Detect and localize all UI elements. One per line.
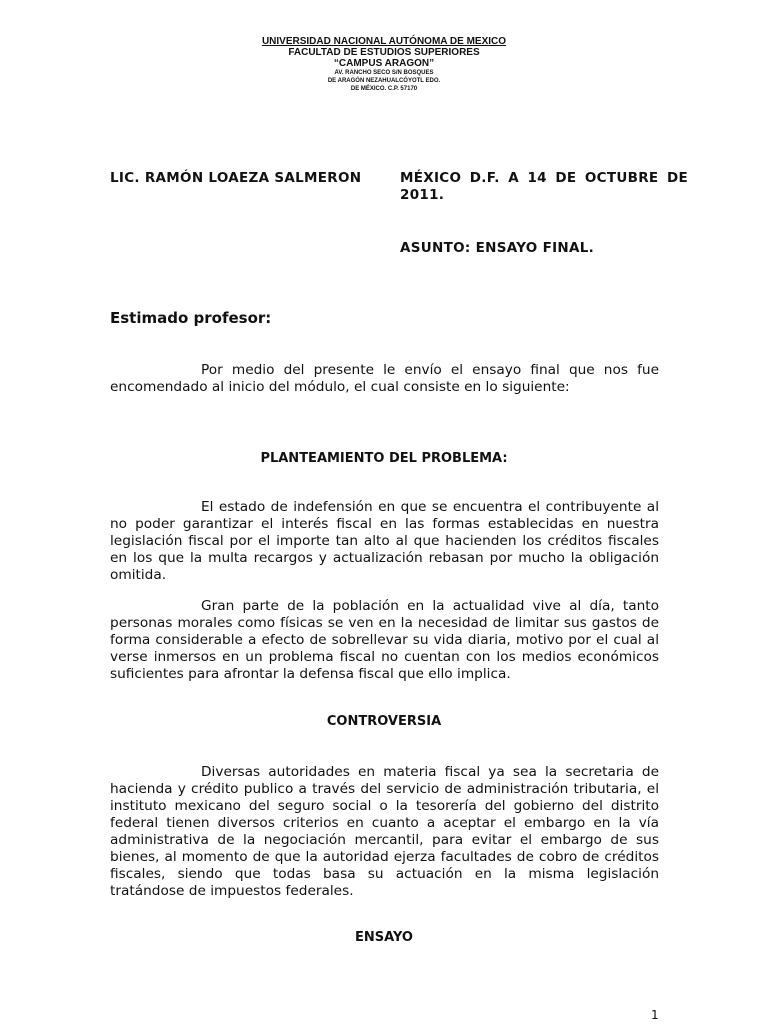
address-line-2: DE ARAGÓN NEZAHUALCÓYOTL EDO. [327, 78, 441, 84]
intro-paragraph [110, 362, 659, 396]
controversy-paragraph [110, 764, 659, 900]
letterhead [0, 36, 768, 93]
problem-heading: PLANTEAMIENTO DEL PROBLEMA: [260, 451, 508, 466]
problem-paragraph-2 [110, 598, 659, 683]
essay-heading: ENSAYO [355, 930, 413, 945]
controversy-heading: CONTROVERSIA [326, 714, 442, 729]
campus-name: “CAMPUS ARAGON” [333, 58, 435, 69]
recipient-name: LIC. RAMÓN LOAEZA SALMERON [110, 170, 362, 186]
address-line-3: DE MÉXICO. C.P. 57170 [350, 86, 418, 92]
page-number: 1 [651, 1008, 659, 1022]
faculty-name: FACULTAD DE ESTUDIOS SUPERIORES [288, 47, 480, 58]
date-line-1: MÉXICO D.F. A 14 DE OCTUBRE DE [400, 170, 688, 186]
greeting: Estimado profesor: [110, 309, 272, 327]
problem-paragraph-2-text: Gran parte de la población en la actualidad vive al día, tanto personas morales como físicas se ven en la necesidad de limitar sus gastos de forma considerable a efecto de sobrellevar su vida diaria, motivo por el cual al verse inmersos en un problema fiscal no cuentan con los medios económicos suficientes para afrontar la defensa fiscal que ello implica. [110, 598, 659, 682]
university-name: UNIVERSIDAD NACIONAL AUTÓNOMA DE MEXICO [261, 36, 507, 47]
intro-paragraph-text: Por medio del presente le envío el ensayo final que nos fue encomendado al inicio del módulo, el cual consiste en lo siguiente: [110, 362, 659, 395]
problem-paragraph-1 [110, 499, 659, 584]
controversy-paragraph-text: Diversas autoridades en materia fiscal ya sea la secretaria de hacienda y crédito publico a través del servicio de administración tributaria, el instituto mexicano del seguro social o la tesorería del gobierno del distrito federal tienen diversos criterios en cuanto a aceptar el embargo en la vía administrativa de la negociación mercantil, para evitar el embargo de sus bienes, al momento de que la autoridad ejerza facultades de cobro de créditos fiscales, siendo que todas basa su actuación en la misma legislación tratándose de impuestos federales. [110, 764, 659, 899]
date-line-2: 2011. [400, 187, 445, 203]
problem-paragraph-1-text: El estado de indefensión en que se encuentra el contribuyente al no poder garantizar el interés fiscal en las formas establecidas en nuestra legislación fiscal por el importe tan alto al que hacienden los créditos fiscales en los que la multa recargos y actualización rebasan por mucho la obligación omitida. [110, 499, 659, 583]
address-line-1: AV. RANCHO SECO S/N BOSQUES [334, 70, 434, 76]
subject-line: ASUNTO: ENSAYO FINAL. [400, 240, 595, 256]
